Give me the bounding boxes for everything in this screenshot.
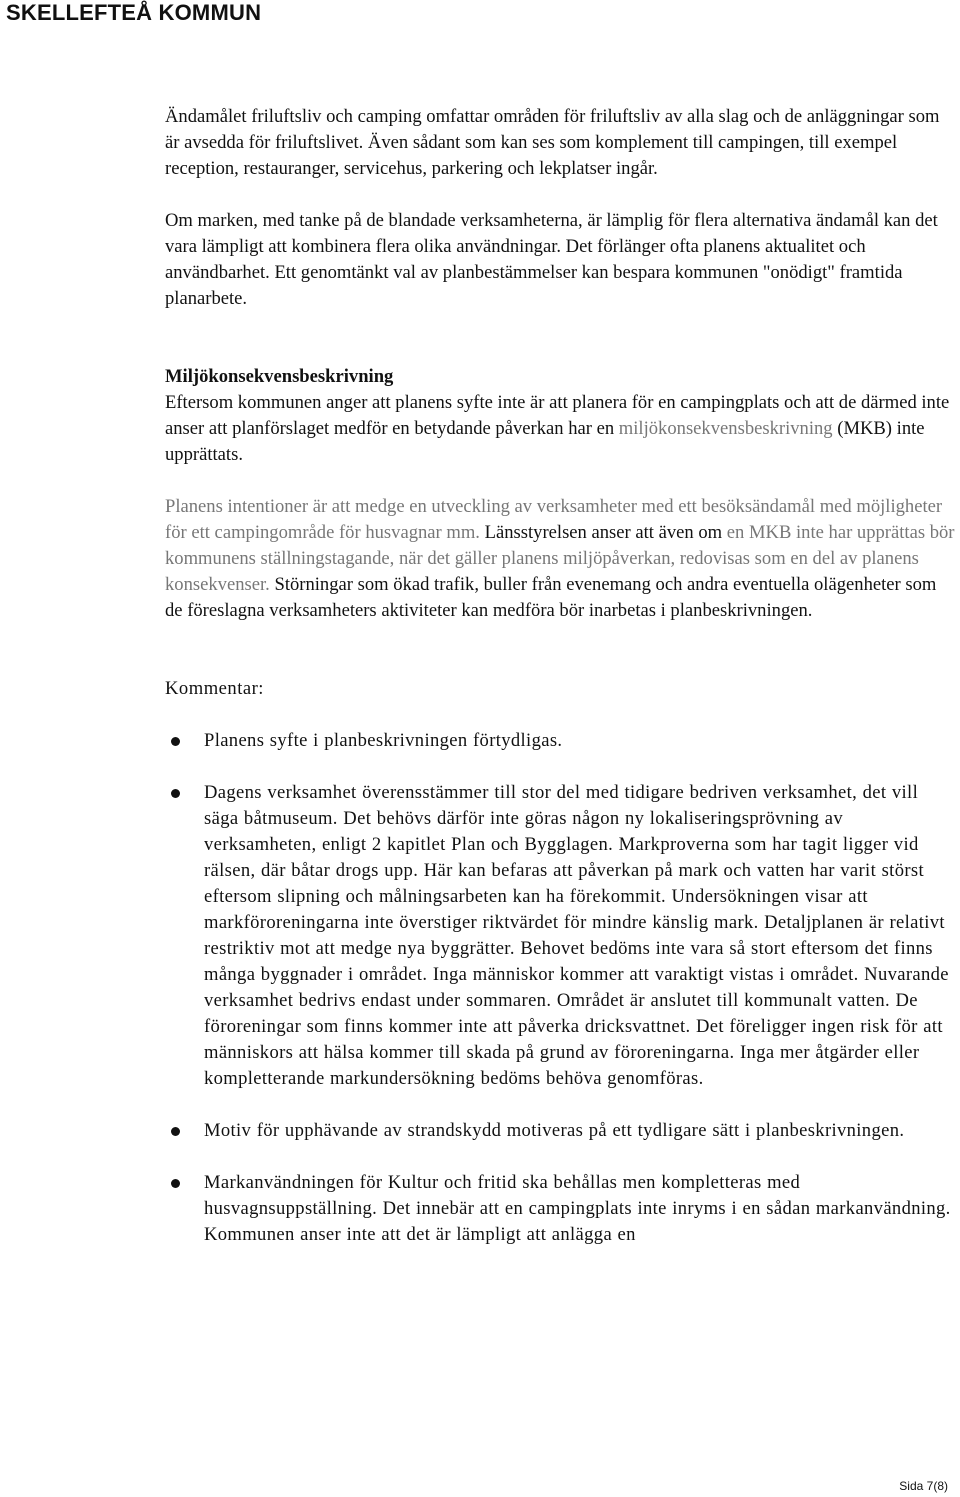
paragraph-land-use: Om marken, med tanke på de blandade verksamheterna, är lämplig för flera alternativa ändamål kan det vara lämpligt att kombinera flera olika användningar. Det förlänger ofta planens aktualitet och användbarhet. Ett genomtänkt val av planbestämmelser kan bespara kommunen "onödigt" framtida planarbete. [165, 210, 938, 309]
list-item [165, 1118, 955, 1144]
list-item [165, 780, 955, 1092]
mkb-text-term: miljökonsekvensbeskrivning [618, 418, 833, 439]
list-item-text: Dagens verksamhet överensstämmer till stor del med tidigare bedriven verksamhet, det vill säga båtmuseum. Det behövs därför inte göras någon ny lokaliseringsprövning av verksamheten, enligt 2 kapitlet Plan och Bygglagen. Markproverna som har tagit ligger vid rälsen, där båtar drogs upp. Här kan befaras att påverkan på mark och vatten har varit störst eftersom slipning och målningsarbeten kan ha förekommit. Undersökningen visar att markföroreningarna inte överstiger riktvärdet för mindre känslig mark. Detaljplanen är relativt restriktiv mot att medge nya byggrätter. Behovet bedöms inte vara så stort eftersom det finns många byggnader i området. Inga människor kommer att varaktigt vistas i området. Nuvarande verksamhet bedrivs endast under sommaren. Området är anslutet till kommunalt vatten. De föroreningar som finns kommer inte att påverka dricksvattnet. Det föreligger ingen risk för att människors att hälsa kommer till skada på grund av föroreningarna. Inga mer åtgärder eller kompletterande markundersökning bedöms behöva genomföras. [204, 782, 949, 1089]
page-number: Sida 7(8) [899, 1479, 948, 1493]
intentions-text-b: Länsstyrelsen anser att även om [479, 522, 727, 543]
intentions-text-c: en MKB inte har upprättas bör kommunens ställningstagande, när det gäller planens miljöpåverkan, redovisas som en del av planens konsekvenser. [165, 522, 955, 595]
document-body [165, 104, 955, 1274]
kommentar-label: Kommentar: [165, 678, 264, 699]
paragraph-purpose: Ändamålet friluftsliv och camping omfattar områden för friluftsliv av alla slag och de anläggningar som är avsedda för friluftslivet. Även sådant som kan ses som komplement till campingen, till exempel reception, restauranger, servicehus, parkering och lekplatser ingår. [165, 106, 940, 179]
list-item-text: Planens syfte i planbeskrivningen förtydligas. [204, 730, 563, 751]
comment-list [165, 728, 955, 1248]
bullet-icon [171, 789, 180, 798]
paragraph-mkb [165, 390, 955, 468]
paragraph-intentions [165, 494, 955, 624]
bullet-icon [171, 1179, 180, 1188]
intentions-text-a: Planens intentioner är att medge en utveckling av verksamheter med ett besöksändamål med möjligheter för ett campingområde för husvagnar mm. [165, 496, 943, 543]
list-item [165, 1170, 955, 1248]
list-item-text: Motiv för upphävande av strandskydd motiveras på ett tydligare sätt i planbeskrivningen. [204, 1120, 905, 1141]
bullet-icon [171, 1127, 180, 1136]
section-heading-mkb: Miljökonsekvensbeskrivning [165, 366, 394, 387]
list-item-text: Markanvändningen för Kultur och fritid ska behållas men kompletteras med husvagnsuppställning. Det innebär att en campingplats inte inryms i en sådan markanvändning. Kommunen anser inte att det är lämpligt att anlägga en [204, 1172, 951, 1245]
list-item [165, 728, 955, 754]
mkb-text-c: (MKB) inte upprättats. [165, 418, 925, 465]
bullet-icon [171, 737, 180, 746]
header-title: SKELLEFTEÅ KOMMUN [6, 0, 262, 25]
mkb-text-a: Eftersom kommunen anger att planens syfte inte är att planera för en campingplats och att de därmed inte anser att planförslaget medför en betydande påverkan har en [165, 392, 950, 439]
intentions-text-d: Störningar som ökad trafik, buller från evenemang och andra eventuella olägenheter som de föreslagna verksamheters aktiviteter kan medföra bör inarbetas i planbeskrivningen. [165, 574, 937, 621]
